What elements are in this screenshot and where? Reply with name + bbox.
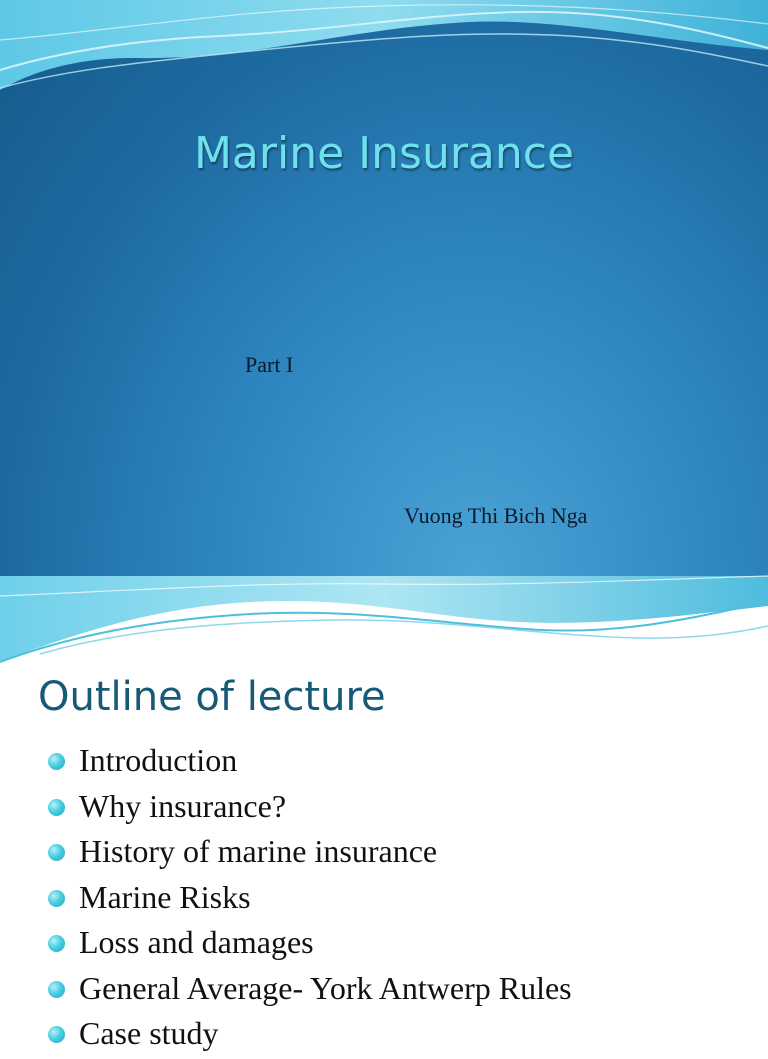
bullet-dot-icon xyxy=(48,935,65,952)
list-item xyxy=(46,831,572,877)
outline-slide xyxy=(0,576,768,1051)
list-item xyxy=(46,1013,572,1059)
list-item-text: Why insurance? xyxy=(79,787,287,824)
slide-title: Marine Insurance xyxy=(193,128,575,179)
wave-decoration xyxy=(0,576,768,676)
bullet-dot-icon xyxy=(48,799,65,816)
list-item-text: General Average- York Antwerp Rules xyxy=(79,969,572,1006)
slide-subtitle: Part I xyxy=(245,352,294,377)
bullet-dot-icon xyxy=(48,844,65,861)
slide-title: Outline of lecture xyxy=(38,674,386,720)
author-name: Vuong Thi Bich Nga xyxy=(404,503,588,528)
bullet-dot-icon xyxy=(48,890,65,907)
list-item xyxy=(46,786,572,832)
list-item-text: Case study xyxy=(79,1015,219,1051)
list-item-text: Introduction xyxy=(79,742,238,778)
list-item-text: Loss and damages xyxy=(79,924,314,960)
wave-decoration xyxy=(0,0,768,120)
list-item xyxy=(46,740,572,786)
bullet-dot-icon xyxy=(48,753,65,770)
list-item xyxy=(46,877,572,923)
list-item-text: History of marine insurance xyxy=(79,833,438,869)
bullet-list xyxy=(46,740,572,1059)
list-item xyxy=(46,968,572,1014)
list-item-text: Marine Risks xyxy=(79,878,251,915)
bullet-dot-icon xyxy=(48,1026,65,1043)
bullet-dot-icon xyxy=(48,981,65,998)
list-item xyxy=(46,922,572,968)
